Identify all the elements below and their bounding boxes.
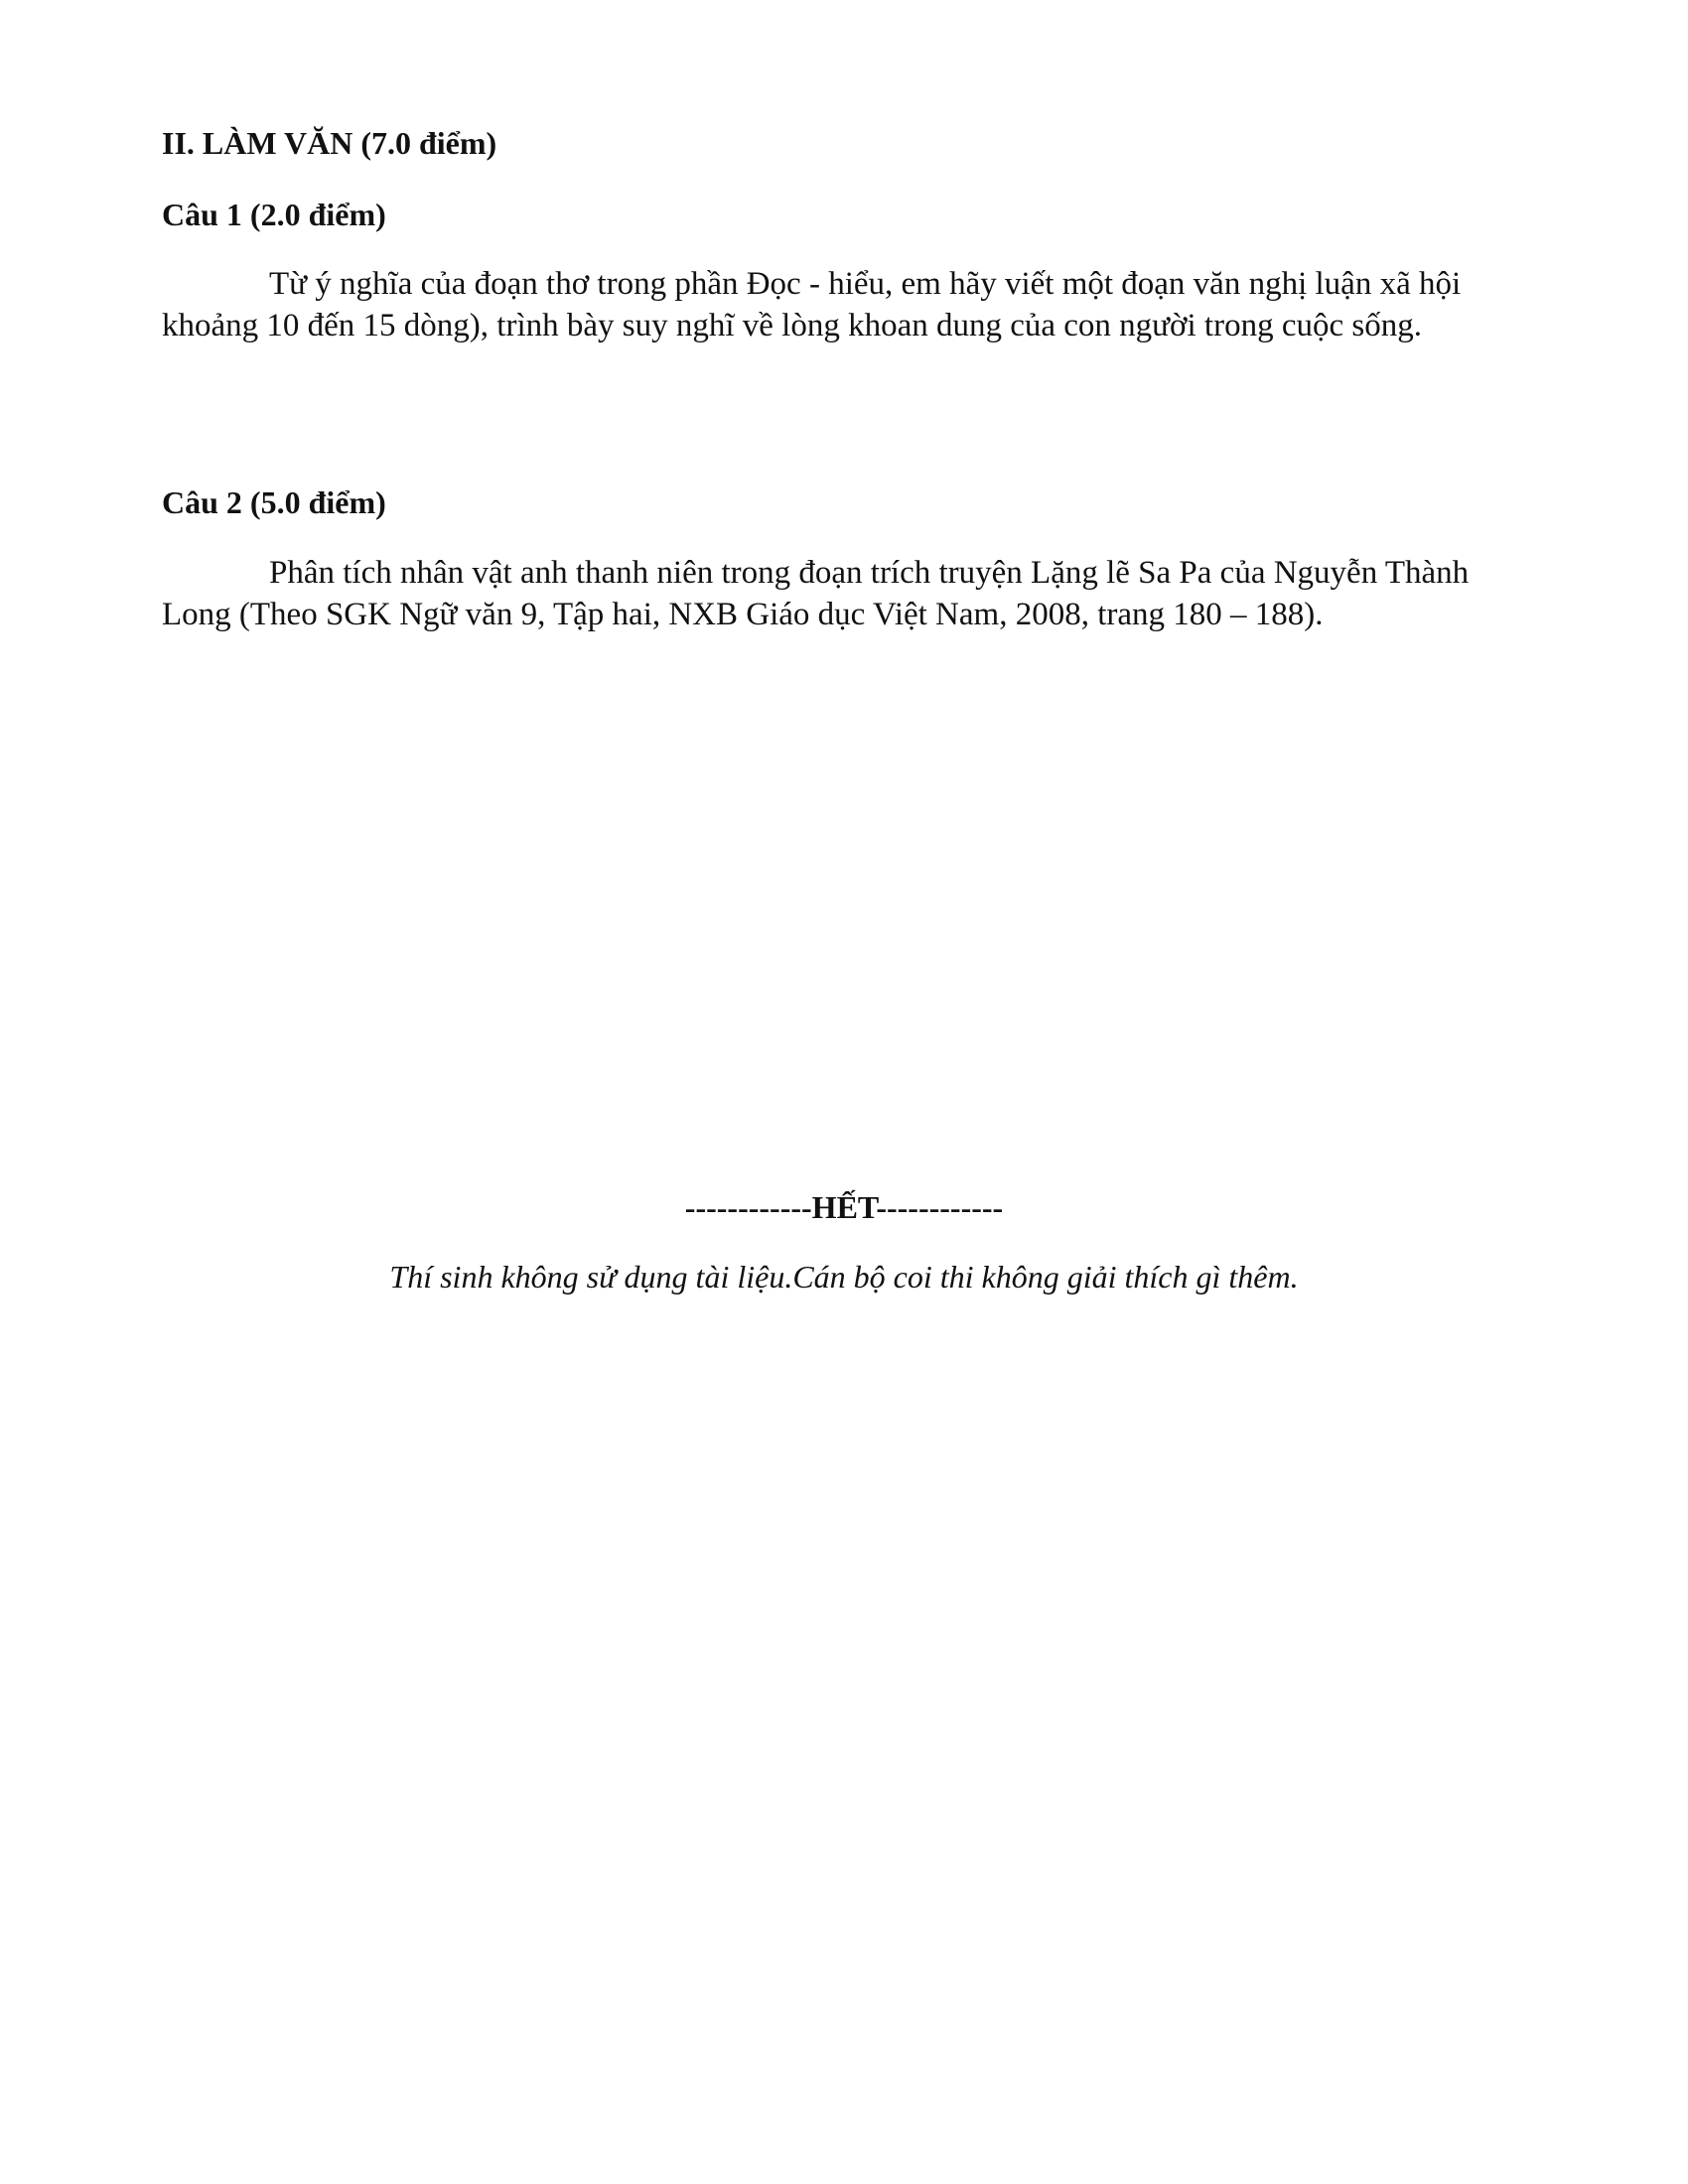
- question-2-title: Câu 2 (5.0 điểm): [162, 484, 386, 520]
- question-1-body: Từ ý nghĩa của đoạn thơ trong phần Đọc - hiểu, em hãy viết một đoạn văn nghị luận xã hội khoảng 10 đến 15 dòng), trình bày suy nghĩ về lòng khoan dung của con người trong cuộc sống.: [162, 266, 1462, 343]
- exam-note: Thí sinh không sử dụng tài liệu.Cán bộ coi thi không giải thích gì thêm.: [389, 1259, 1299, 1295]
- section-title: II. LÀM VĂN (7.0 điểm): [162, 125, 497, 161]
- end-marker: ------------HẾT------------: [684, 1189, 1004, 1225]
- question-1-title: Câu 1 (2.0 điểm): [162, 197, 386, 232]
- question-2-body: Phân tích nhân vật anh thanh niên trong đoạn trích truyện Lặng lẽ Sa Pa của Nguyễn Thành Long (Theo SGK Ngữ văn 9, Tập hai, NXB Giáo dục Việt Nam, 2008, trang 180 – 188).: [162, 555, 1470, 632]
